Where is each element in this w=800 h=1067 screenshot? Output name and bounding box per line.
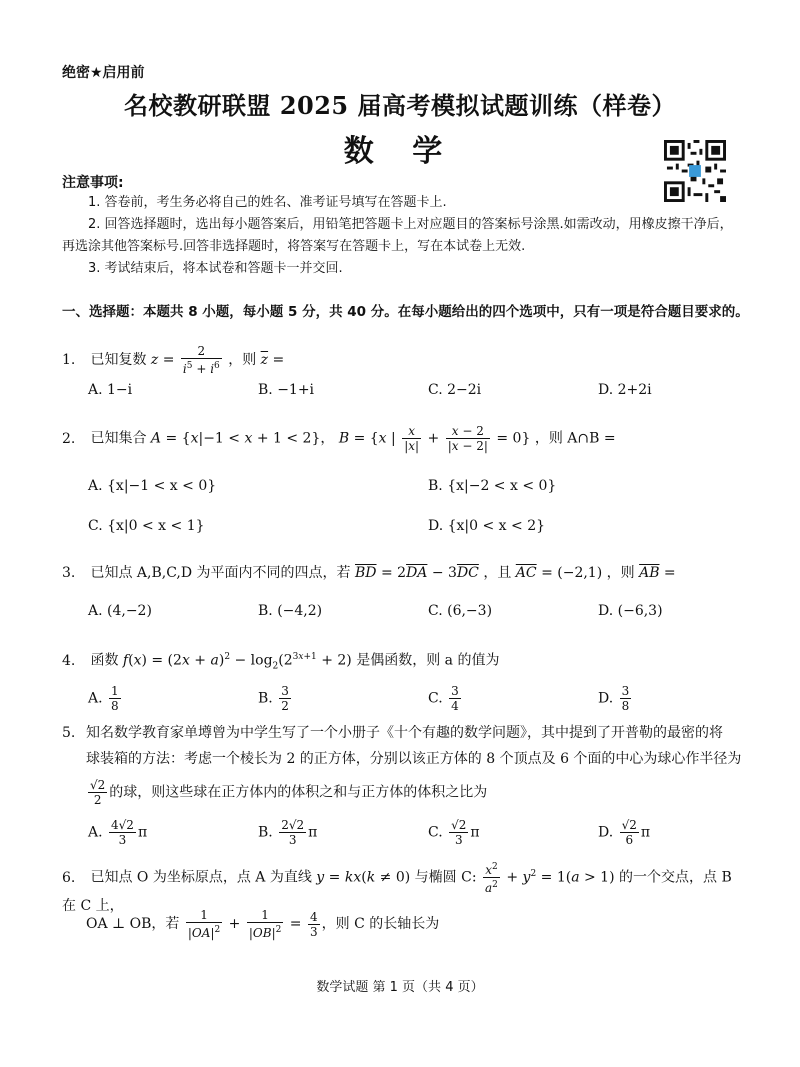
subject-title: 数 学 bbox=[343, 134, 457, 169]
section-heading: 一、选择题：本题共 8 小题，每小题 5 分，共 40 分。在每小题给出的四个选项中，只有一项是符合题目要求的。 bbox=[62, 304, 749, 320]
q1-option-b: B. −1+i bbox=[258, 382, 315, 398]
notice-item-2: 2. 回答选择题时，选出每小题答案后，用铅笔把答题卡上对应题目的答案标号涂黑.如需改动，用橡皮擦干净后，再选涂其他答案标号.回答非选择题时，将答案写在答题卡上，写在本试卷上无效. bbox=[62, 217, 733, 254]
q5-option-b: B. $\frac{2√2}{3}$ π bbox=[258, 818, 318, 847]
notice-item-3: 3. 考试结束后，将本试卷和答题卡一并交回. bbox=[88, 261, 343, 276]
question-2: 2. 已知集合 A = {x|−1 < x + 1 < 2}， B = {x | $\frac{x}{|x|}$ + $\frac{x - 2}{|x - 2|}$ = 0} ，则 A∩B = bbox=[62, 424, 616, 453]
q2-option-a: A. {x|−1 < x < 0} bbox=[88, 478, 217, 494]
q5-option-d: D. $\frac{√2}{6}$ π bbox=[598, 818, 651, 847]
question-4: 4. 函数 $f(x) = (2x + a)^2 - \log_2(2^{3x+1} + 2)$ 是偶函数，则 a 的值为 bbox=[62, 652, 500, 672]
question-5-line-2: 球装箱的方法：考虑一个棱长为 2 的正方体，分别以该正方体的 8 个顶点及 6 个面的中心为球心作半径为 bbox=[86, 751, 742, 767]
q5-option-c: C. $\frac{√2}{3}$ π bbox=[428, 818, 480, 847]
q2-option-d: D. {x|0 < x < 2} bbox=[428, 518, 546, 534]
question-1: 1. 已知复数 z = $\frac{2}{i^5 + i^6}$ ，则 $\overline{z}$ = bbox=[62, 344, 285, 376]
q1-option-d: D. 2+2i bbox=[598, 382, 652, 398]
q2-option-b: B. {x|−2 < x < 0} bbox=[428, 478, 557, 494]
q4-option-c: C. $\frac{3}{4}$ bbox=[428, 684, 459, 713]
question-3: 3. 已知点 A,B,C,D 为平面内不同的四点，若 $\overline{BD} = 2\overline{DA} - 3\overline{DC}$ ，且 $\overline{AC} = (-2,1)$ ，则 $\overline{AB}$ = bbox=[62, 565, 676, 581]
q4-option-d: D. $\frac{3}{8}$ bbox=[598, 684, 630, 713]
q1-option-c: C. 2−2i bbox=[428, 382, 482, 398]
q3-option-c: C. (6,−3) bbox=[428, 603, 493, 619]
q1-option-a: A. 1−i bbox=[88, 382, 133, 398]
q3-option-d: D. (−6,3) bbox=[598, 603, 663, 619]
page-footer: 数学试题 第 1 页（共 4 页） bbox=[316, 980, 484, 995]
notice-heading: 注意事项: bbox=[62, 175, 124, 191]
confidential-tag: 绝密★启用前 bbox=[62, 65, 145, 81]
q2-option-c: C. {x|0 < x < 1} bbox=[88, 518, 205, 534]
q4-option-a: A. $\frac{1}{8}$ bbox=[88, 684, 119, 713]
notice-item-1: 1. 答卷前，考生务必将自己的姓名、准考证号填写在答题卡上. bbox=[88, 195, 447, 210]
question-6: 6. 已知点 O 为坐标原点，点 A 为直线 y = kx(k ≠ 0) 与椭圆 C: $\frac{x^2}{a^2}$ + $y^2 = 1(a > 1)$ 的一个交点，点 B 在 C 上， bbox=[62, 862, 732, 914]
q5-option-a: A. $\frac{4√2}{3}$ π bbox=[88, 818, 148, 847]
q4-option-b: B. $\frac{3}{2}$ bbox=[258, 684, 289, 713]
question-6-line-2: OA ⊥ OB，若 $\frac{1}{|OA|^2}$ + $\frac{1}{|OB|^2}$ = $\frac{4}{3}$ ，则 C 的长轴长为 bbox=[86, 908, 440, 940]
question-5: 5. 知名数学教育家单墫曾为中学生写了一个小册子《十个有趣的数学问题》，其中提到了开普勒的最密的将 bbox=[62, 725, 723, 741]
q3-option-b: B. (−4,2) bbox=[258, 603, 323, 619]
question-5-line-3: $\frac{√2}{2}$ 的球，则这些球在正方体内的体积之和与正方体的体积之比为 bbox=[90, 778, 488, 807]
q3-option-a: A. (4,−2) bbox=[88, 603, 152, 619]
exam-title: 名校教研联盟 2025 届高考模拟试题训练（样卷） bbox=[123, 91, 676, 120]
